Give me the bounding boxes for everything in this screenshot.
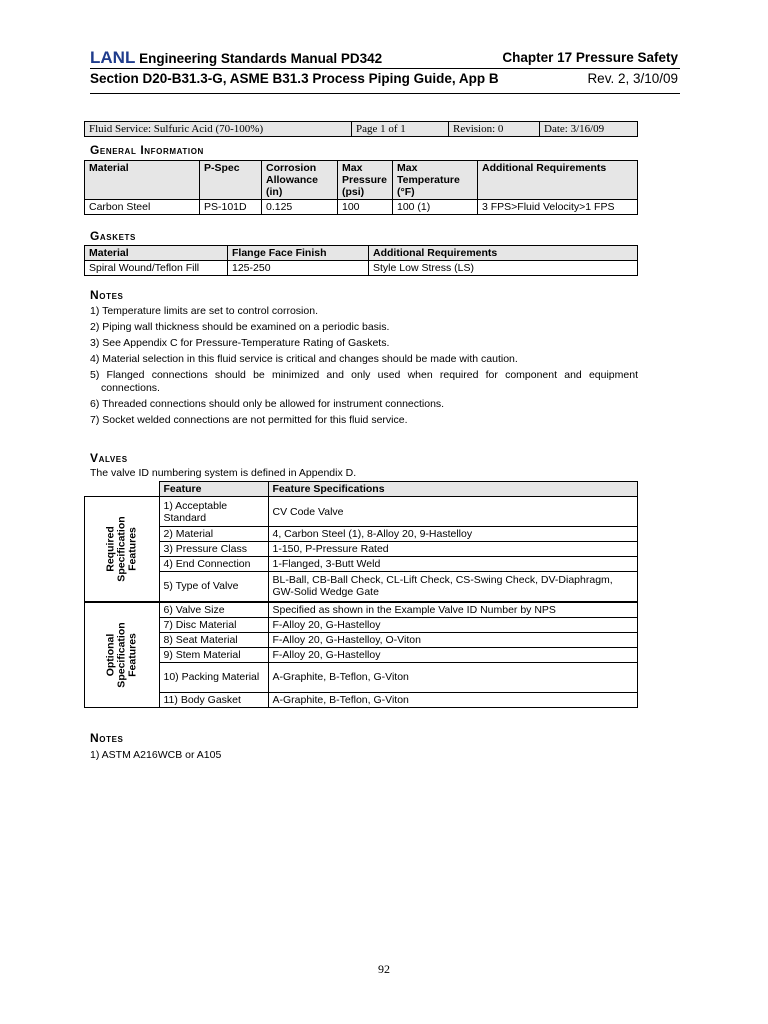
note-item: 5) Flanged connections should be minimized and only used when required for component and equipment connections. xyxy=(90,369,638,394)
corner-cell xyxy=(85,482,160,497)
cell-corrosion: 0.125 xyxy=(262,200,338,215)
header-rule-top xyxy=(90,68,680,69)
note-item: 1) Temperature limits are set to control corrosion. xyxy=(90,305,318,317)
date-indicator: Date: 3/16/09 xyxy=(540,122,638,137)
valves-heading: Valves xyxy=(90,451,128,465)
cell-pressure: 100 xyxy=(338,200,393,215)
header-rule-bottom xyxy=(90,93,680,94)
col-material: Material xyxy=(85,161,200,200)
cell-flange-finish: 125-250 xyxy=(228,261,369,276)
notes-list-valves xyxy=(90,747,638,763)
notes-list xyxy=(90,303,638,428)
notes-heading: Notes xyxy=(90,288,124,302)
cell-gasket-additional: Style Low Stress (LS) xyxy=(369,261,638,276)
revision-label: Rev. 2, 3/10/09 xyxy=(587,71,678,86)
cell-gasket-material: Spiral Wound/Teflon Fill xyxy=(85,261,228,276)
feature-spec: A-Graphite, B-Teflon, G-Viton xyxy=(268,692,638,707)
feature-spec: CV Code Valve xyxy=(268,497,638,527)
col-pspec: P-Spec xyxy=(200,161,262,200)
cell-material: Carbon Steel xyxy=(85,200,200,215)
general-info-table xyxy=(84,160,638,215)
feature-name: 5) Type of Valve xyxy=(159,572,268,602)
col-feature-spec: Feature Specifications xyxy=(268,482,638,497)
feature-spec: F-Alloy 20, G-Hastelloy, O-Viton xyxy=(268,632,638,647)
col-max-temp: Max Temperature (°F) xyxy=(393,161,478,200)
cell-temp: 100 (1) xyxy=(393,200,478,215)
feature-name: 8) Seat Material xyxy=(159,632,268,647)
optional-features-label: Optional Specification Features xyxy=(104,621,139,688)
page-number: 92 xyxy=(378,962,390,976)
note-item: 6) Threaded connections should only be allowed for instrument connections. xyxy=(90,398,445,410)
gaskets-table xyxy=(84,245,638,276)
required-features-group xyxy=(85,497,160,602)
feature-name: 6) Valve Size xyxy=(159,602,268,618)
fluid-service-bar xyxy=(84,121,638,137)
col-flange-finish: Flange Face Finish xyxy=(228,246,369,261)
note-item: 2) Piping wall thickness should be examined on a periodic basis. xyxy=(90,321,390,333)
required-features-label: Required Specification Features xyxy=(104,516,139,582)
notes-heading-valves: Notes xyxy=(90,731,124,745)
col-gasket-additional: Additional Requirements xyxy=(369,246,638,261)
general-info-heading: General Information xyxy=(90,143,204,157)
feature-name: 4) End Connection xyxy=(159,557,268,572)
feature-spec: F-Alloy 20, G-Hastelloy xyxy=(268,617,638,632)
fluid-service: Fluid Service: Sulfuric Acid (70-100%) xyxy=(85,122,352,137)
feature-name: 3) Pressure Class xyxy=(159,542,268,557)
feature-name: 10) Packing Material xyxy=(159,662,268,692)
chapter-title: Chapter 17 Pressure Safety xyxy=(502,50,678,65)
section-title: Section D20-B31.3-G, ASME B31.3 Process Piping Guide, App B xyxy=(90,71,499,86)
table-row xyxy=(85,200,638,215)
org-name: LANL xyxy=(90,48,136,67)
note-item: 7) Socket welded connections are not permitted for this fluid service. xyxy=(90,414,408,426)
feature-spec: F-Alloy 20, G-Hastelloy xyxy=(268,647,638,662)
feature-name: 2) Material xyxy=(159,527,268,542)
valves-table xyxy=(84,481,638,708)
feature-spec: Specified as shown in the Example Valve ID Number by NPS xyxy=(268,602,638,618)
feature-name: 7) Disc Material xyxy=(159,617,268,632)
cell-additional: 3 FPS>Fluid Velocity>1 FPS xyxy=(478,200,638,215)
revision-indicator: Revision: 0 xyxy=(449,122,540,137)
table-row xyxy=(85,261,638,276)
col-additional: Additional Requirements xyxy=(478,161,638,200)
feature-spec: 4, Carbon Steel (1), 8-Alloy 20, 9-Hastelloy xyxy=(268,527,638,542)
feature-spec: A-Graphite, B-Teflon, G-Viton xyxy=(268,662,638,692)
page-indicator: Page 1 of 1 xyxy=(352,122,449,137)
note-item: 1) ASTM A216WCB or A105 xyxy=(90,749,222,761)
note-item: 4) Material selection in this fluid service is critical and changes should be made with caution. xyxy=(90,353,518,365)
valves-intro: The valve ID numbering system is defined in Appendix D. xyxy=(90,467,357,479)
feature-spec: 1-150, P-Pressure Rated xyxy=(268,542,638,557)
feature-name: 11) Body Gasket xyxy=(159,692,268,707)
feature-name: 1) Acceptable Standard xyxy=(159,497,268,527)
col-gasket-material: Material xyxy=(85,246,228,261)
col-feature: Feature xyxy=(159,482,268,497)
col-max-pressure: Max Pressure (psi) xyxy=(338,161,393,200)
gaskets-heading: Gaskets xyxy=(90,229,136,243)
note-item: 3) See Appendix C for Pressure-Temperature Rating of Gaskets. xyxy=(90,337,390,349)
feature-spec: 1-Flanged, 3-Butt Weld xyxy=(268,557,638,572)
optional-features-group xyxy=(85,602,160,708)
manual-name: Engineering Standards Manual PD342 xyxy=(139,51,383,66)
manual-title xyxy=(90,48,382,68)
feature-name: 9) Stem Material xyxy=(159,647,268,662)
cell-pspec: PS-101D xyxy=(200,200,262,215)
feature-spec: BL-Ball, CB-Ball Check, CL-Lift Check, CS-Swing Check, DV-Diaphragm, GW-Solid Wedge Gate xyxy=(268,572,638,602)
col-corrosion: Corrosion Allowance (in) xyxy=(262,161,338,200)
